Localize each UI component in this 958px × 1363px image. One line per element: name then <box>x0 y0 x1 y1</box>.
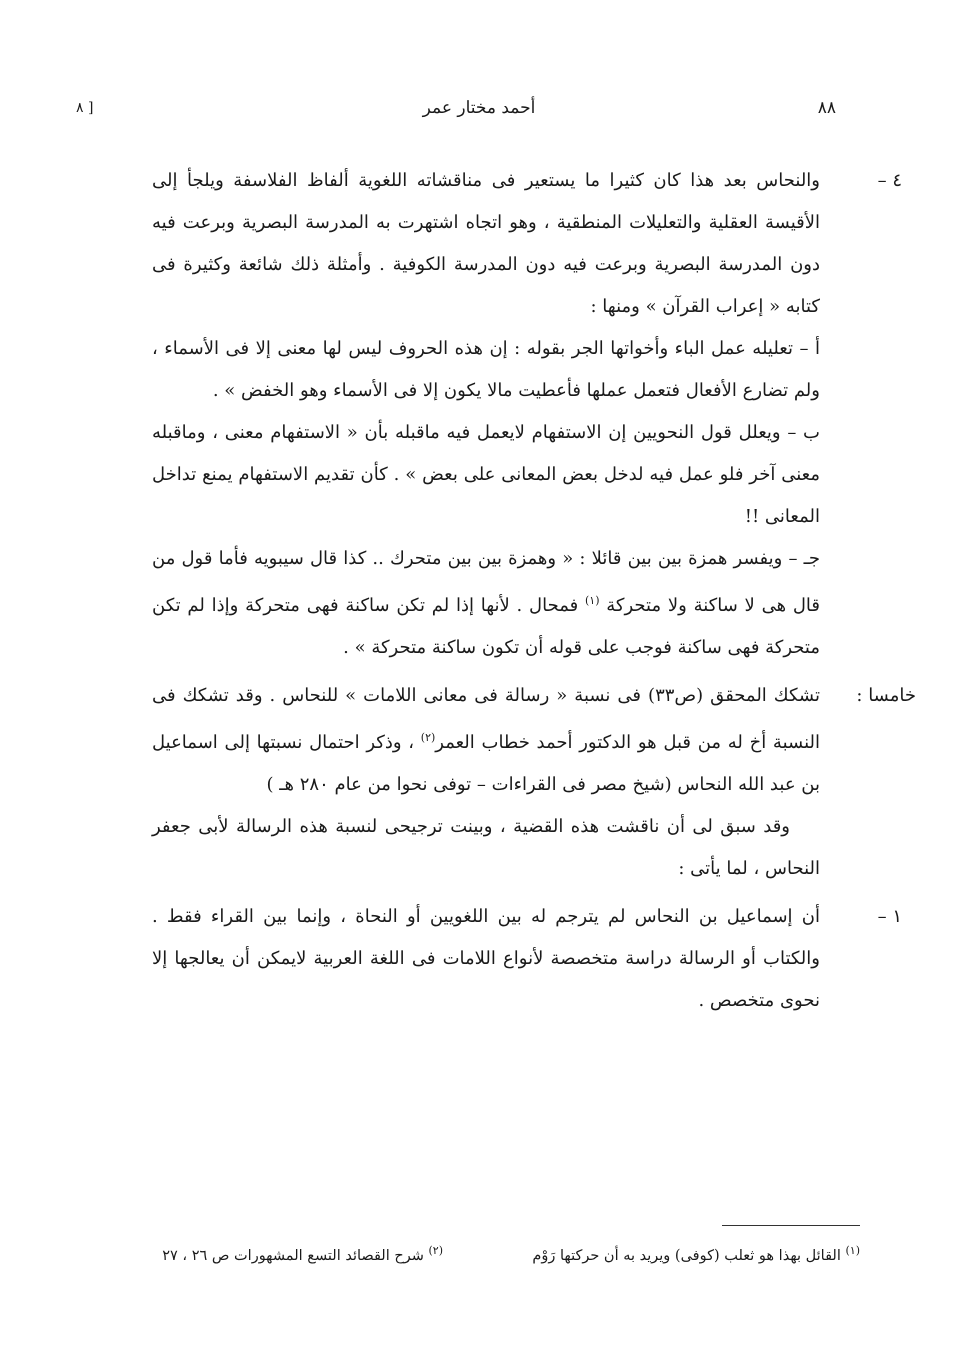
item-4 <box>152 160 902 669</box>
footnote-1-number: (١) <box>845 1244 860 1257</box>
sub-item-b: ب – ويعلل قول النحويين إن الاستفهام لايعمل فيه ماقبله بأن « الاستفهام معنى ، وماقبله معنى آخر فلو عمل فيه لدخل بعض المعانى على بعض » . كأن تقديم الاستفهام يمنع تداخل المعانى !! <box>152 422 820 527</box>
item-1-paragraph: أن إسماعيل بن النحاس لم يترجم له بين اللغويين أو النحاة ، وإنما بين القراء فقط . والكتاب أو الرسالة دراسة متخصصة لأنواع اللامات فى اللغة العربية لايمكن أن يعالجها إلا نحوى متخصص . <box>152 906 820 1011</box>
section-fifth-paragraph <box>152 675 820 806</box>
item-1-marker: ١ – <box>877 906 902 927</box>
section-fifth-marker: خامسا : <box>856 685 916 706</box>
footnote-2-text: شرح القصائد التسع المشهورات ص ٢٦ ، ٢٧ <box>162 1247 429 1264</box>
sub-item-c <box>152 538 820 669</box>
section-fifth-text-1: تشكك المحقق (ص٣٣) فى نسبة « رسالة فى معانى اللامات » للنحاس . وقد تشكك فى النسبة أخ له من قبل هو الدكتور أحمد خطاب العمر <box>152 685 820 753</box>
footnote-ref-1: (١) <box>584 594 600 607</box>
sub-item-c-text-2: فمحال . لأنها إذا لم تكن ساكنة فهى متحركة وإذا لم تكن متحركة فهى ساكنة فوجب على قوله أن تكون ساكنة متحركة » . <box>152 595 820 658</box>
section-fifth-continuation: وقد سبق لى أن ناقشت هذه القضية ، وبينت ترجيحى لنسبة هذه الرسالة لأبى جعفر النحاس ، لما يأتى : <box>152 816 820 879</box>
footnote-2-number: (٢) <box>428 1244 443 1257</box>
header-left-mark: [ ٨ <box>76 100 94 116</box>
item-4-marker: ٤ – <box>877 170 902 191</box>
footnote-ref-2: (٢) <box>420 731 436 744</box>
running-title: أحمد مختار عمر <box>422 98 536 118</box>
item-4-paragraph: والنحاس بعد هذا كان كثيرا ما يستعير فى مناقشاته اللغوية ألفاظ الفلاسفة ويلجأ إلى الأقيسة العقلية والتعليلات المنطقية ، وهو اتجاه اشتهرت به المدرسة البصرية وبرعت فيه دون المدرسة البصرية وبرعت فيه دون المدرسة الكوفية . وأمثلة ذلك شائعة وكثيرة فى كتابه « إعراب القرآن » ومنها : <box>152 170 820 317</box>
sub-item-a: أ – تعليله عمل الباء وأخواتها الجر بقوله : إن هذه الحروف ليس لها معنى إلا فى الأسماء ، ولم تضارع الأفعال فتعمل عملها فأعطيت مالا يكون إلا فى الأسماء وهو الخفض » . <box>152 338 820 401</box>
item-1 <box>152 896 902 1022</box>
footnote-separator <box>722 1225 860 1226</box>
main-text <box>152 160 916 1022</box>
footnote-1-text: القائل بهذا هو ثعلب (كوفى) ويريد به أن حركتها رَوْم <box>532 1247 846 1264</box>
section-fifth <box>152 675 916 890</box>
sub-item-c-text-1: جـ – ويفسر همزة بين بين قائلا : « وهمزة بين بين متحرك .. كذا قال سيبويه فأما قول من قال هى لا ساكنة ولا متحركة <box>152 548 820 616</box>
footnote-2 <box>162 1240 443 1267</box>
section-fifth-text-2: ، وذكر احتمال نسبتها إلى اسماعيل بن عبد الله النحاس (شيخ مصر فى القراءات – توفى نحوا من عام ٢٨٠ هـ ) <box>152 732 820 795</box>
page-number: ٨٨ <box>817 98 836 118</box>
footnote-1 <box>532 1240 860 1267</box>
